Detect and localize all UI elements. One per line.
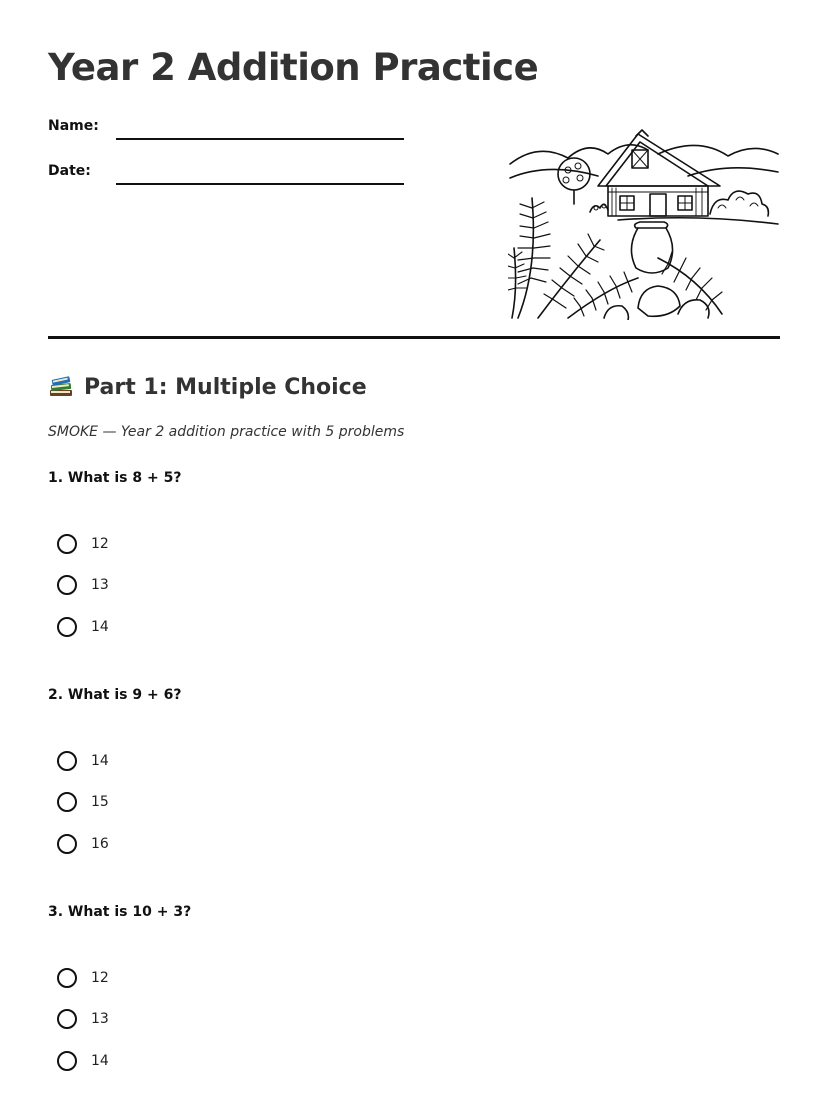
- date-field[interactable]: [116, 183, 404, 185]
- question-3-option-2[interactable]: [57, 1006, 109, 1032]
- books-icon: [48, 374, 74, 400]
- question-2-text: 2. What is 9 + 6?: [48, 687, 182, 703]
- option-label: 12: [91, 970, 109, 986]
- option-label: 14: [91, 1053, 109, 1069]
- question-3-option-1[interactable]: [57, 965, 109, 991]
- date-label: Date:: [48, 163, 91, 179]
- radio-button[interactable]: [57, 792, 77, 812]
- question-3-option-3[interactable]: [57, 1048, 109, 1074]
- page-title: Year 2 Addition Practice: [48, 46, 539, 89]
- section-title-text: Part 1: Multiple Choice: [84, 374, 367, 400]
- house-garden-illustration: [508, 128, 780, 320]
- option-label: 13: [91, 577, 109, 593]
- section-title: [48, 374, 367, 400]
- question-2-option-2[interactable]: [57, 789, 109, 815]
- option-label: 12: [91, 536, 109, 552]
- option-label: 16: [91, 836, 109, 852]
- question-1-option-3[interactable]: [57, 614, 109, 640]
- question-3-text: 3. What is 10 + 3?: [48, 904, 192, 920]
- question-1-option-1[interactable]: [57, 531, 109, 557]
- radio-button[interactable]: [57, 617, 77, 637]
- radio-button[interactable]: [57, 751, 77, 771]
- section-subtitle: SMOKE — Year 2 addition practice with 5 problems: [48, 424, 405, 440]
- header-divider: [48, 336, 780, 339]
- option-label: 14: [91, 753, 109, 769]
- question-2-option-1[interactable]: [57, 748, 109, 774]
- question-1-text: 1. What is 8 + 5?: [48, 470, 182, 486]
- option-label: 15: [91, 794, 109, 810]
- option-label: 13: [91, 1011, 109, 1027]
- question-2-option-3[interactable]: [57, 831, 109, 857]
- radio-button[interactable]: [57, 575, 77, 595]
- radio-button[interactable]: [57, 1051, 77, 1071]
- radio-button[interactable]: [57, 968, 77, 988]
- radio-button[interactable]: [57, 1009, 77, 1029]
- option-label: 14: [91, 619, 109, 635]
- name-label: Name:: [48, 118, 99, 134]
- radio-button[interactable]: [57, 834, 77, 854]
- radio-button[interactable]: [57, 534, 77, 554]
- question-1-option-2[interactable]: [57, 572, 109, 598]
- name-field[interactable]: [116, 138, 404, 140]
